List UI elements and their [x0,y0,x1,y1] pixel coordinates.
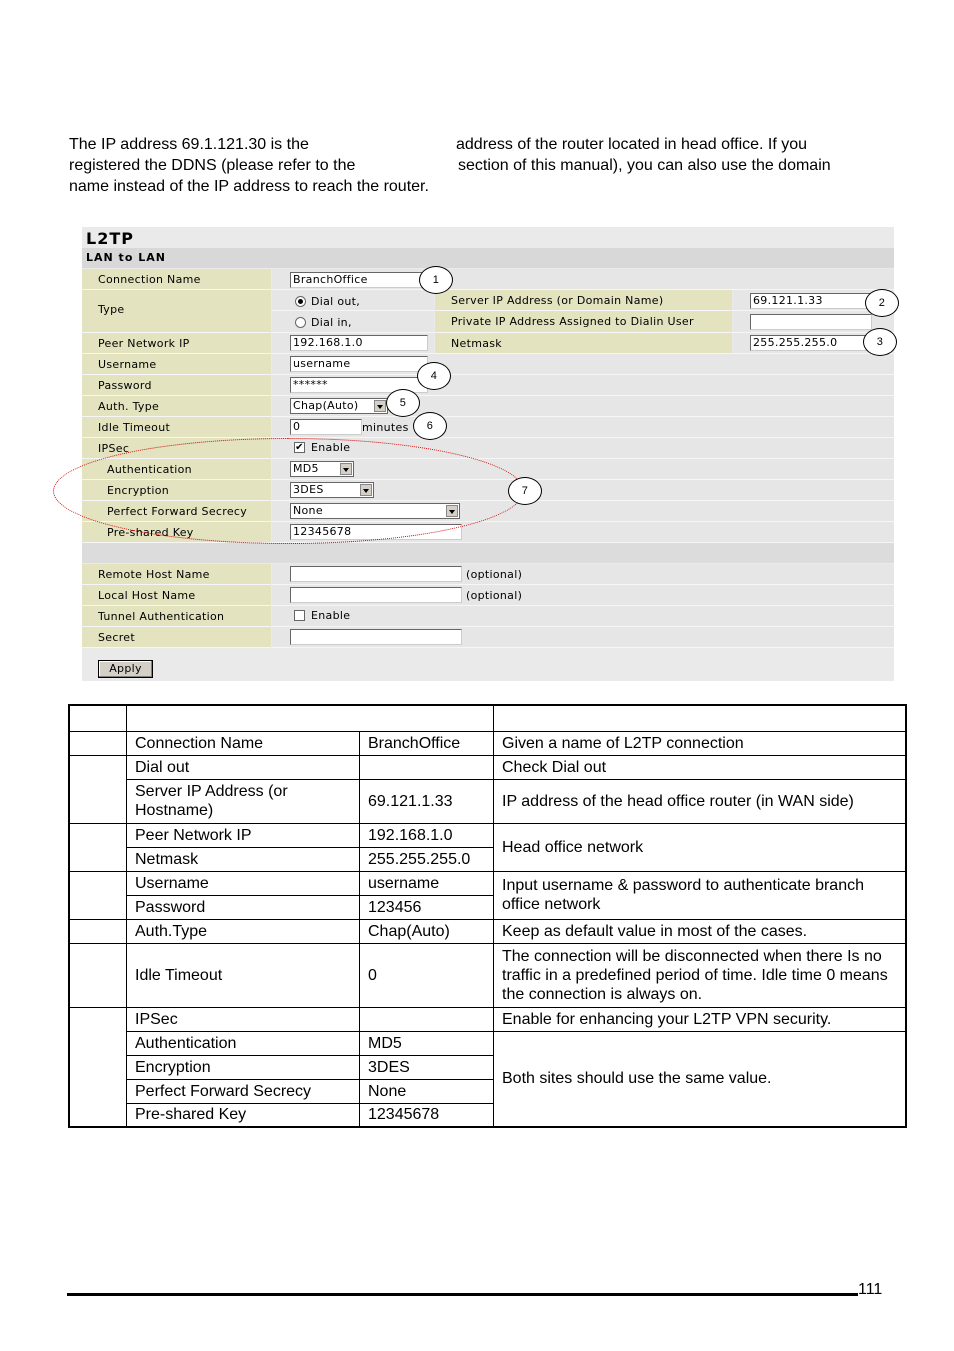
password-label: Password [98,379,152,392]
remote-host-label: Remote Host Name [98,568,210,581]
auth-type-label-cell [82,396,271,417]
table-number-cell [69,755,127,823]
table-row [69,823,906,847]
table-desc-cell: Given a name of L2TP connection [494,731,907,755]
table-item-cell: Netmask [127,847,360,871]
footer-rule [67,1293,858,1296]
table-header-row [69,705,906,731]
ipsec-enable-checkbox[interactable]: ✔ [295,442,304,453]
authentication-selected: MD5 [293,462,319,475]
dial-in-radio[interactable] [295,317,306,328]
type-label-cell [82,290,271,333]
table-row [69,755,906,779]
secret-label: Secret [98,631,135,644]
connection-name-label-cell [82,269,271,290]
table-desc-cell: The connection will be disconnected when there Is no traffic in a predefined period of time. Idle time 0 means the connection is always on. [494,943,907,1007]
callout-6: 6 [413,412,447,440]
panel-subtitle: LAN to LAN [86,251,166,264]
table-row [69,871,906,895]
peer-network-label: Peer Network IP [98,337,190,350]
peer-network-input[interactable]: 192.168.1.0 [290,335,428,351]
table-value-cell [360,1007,494,1031]
private-ip-label-cell [435,311,732,333]
psk-label: Pre-shared Key [107,526,194,539]
table-number-cell [69,943,127,1007]
idle-timeout-input[interactable]: 0 [290,419,362,435]
table-number-cell [69,731,127,755]
table-value-cell: None [360,1079,494,1103]
auth-type-select[interactable] [290,398,388,414]
ipsec-highlight-ellipse [53,438,524,544]
secret-input[interactable] [290,629,462,645]
server-ip-label-cell [435,290,732,311]
netmask-input[interactable]: 255.255.255.0 [750,335,872,351]
table-desc-cell: Enable for enhancing your L2TP VPN security. [494,1007,907,1031]
private-ip-label: Private IP Address Assigned to Dialin User [451,315,694,328]
ipsec-label: IPSec [98,442,130,455]
connection-name-input[interactable]: BranchOffice [290,272,426,288]
local-host-optional: (optional) [466,589,523,602]
pfs-label: Perfect Forward Secrecy [107,505,248,518]
username-label: Username [98,358,157,371]
intro-paragraph [69,134,885,197]
type-label: Type [98,303,125,316]
dial-out-label: Dial out, [311,295,361,308]
intro-line1-left: The IP address 69.1.121.30 is the [69,136,309,153]
page-number: 111 [858,1281,883,1298]
table-row [69,919,906,943]
chevron-down-icon [374,400,386,412]
table-item-cell: Perfect Forward Secrecy [127,1079,360,1103]
server-ip-label: Server IP Address (or Domain Name) [451,294,664,307]
table-value-cell: username [360,871,494,895]
table-value-cell: Chap(Auto) [360,919,494,943]
table-row [69,1031,906,1055]
minutes-unit: minutes [362,421,409,434]
dial-in-label: Dial in, [311,316,352,329]
table-item-cell: Server IP Address (or Hostname) [127,779,360,823]
idle-timeout-label-cell [82,417,271,438]
pfs-selected: None [293,504,323,517]
table-desc-cell: Check Dial out [494,755,907,779]
table-header-cell [127,705,494,731]
table-number-cell [69,919,127,943]
secret-label-cell [82,627,271,648]
netmask-label-cell [435,333,732,354]
apply-button[interactable]: Apply [98,660,153,678]
table-item-cell: Encryption [127,1055,360,1079]
authentication-label: Authentication [107,463,192,476]
callout-2: 2 [865,289,899,317]
table-value-cell: 192.168.1.0 [360,823,494,847]
table-value-cell: 255.255.255.0 [360,847,494,871]
callout-7: 7 [508,477,542,505]
table-item-cell: IPSec [127,1007,360,1031]
dial-out-radio[interactable] [295,296,306,307]
local-host-label-cell [82,585,271,606]
table-number-cell [69,1007,127,1127]
peer-network-label-cell [82,333,271,354]
panel-title: L2TP [86,229,134,248]
netmask-label: Netmask [451,337,502,350]
table-desc-cell: Keep as default value in most of the cases. [494,919,907,943]
table-value-cell: 123456 [360,895,494,919]
tunnel-auth-enable-label: Enable [311,609,351,622]
auth-type-selected: Chap(Auto) [293,399,359,412]
remote-host-optional: (optional) [466,568,523,581]
settings-table [68,704,907,1128]
intro-line2-right: section of this manual), you can also use the domain [458,157,831,174]
callout-4: 4 [417,362,451,390]
server-ip-input[interactable]: 69.121.1.33 [750,293,872,309]
local-host-label: Local Host Name [98,589,196,602]
password-label-cell [82,375,271,396]
tunnel-auth-value-cell [272,606,894,627]
section-header-row [82,248,894,268]
tunnel-auth-label-cell [82,606,271,627]
callout-5: 5 [386,389,420,417]
table-value-cell: MD5 [360,1031,494,1055]
username-label-cell [82,354,271,375]
l2tp-config-screenshot [82,227,894,681]
table-value-cell: 12345678 [360,1103,494,1127]
callout-3: 3 [863,328,897,356]
intro-line1-right: address of the router located in head office. If you [456,136,808,153]
intro-line3: name instead of the IP address to reach the router. [69,178,429,195]
private-ip-input[interactable] [750,314,872,330]
table-row [69,943,906,1007]
encryption-label: Encryption [107,484,170,497]
username-input[interactable]: username [290,356,428,372]
password-input[interactable]: ****** [290,377,428,393]
ipsec-enable-label: Enable [311,441,351,454]
table-item-cell: Auth.Type [127,919,360,943]
intro-line2-left: registered the DDNS (please refer to the [69,157,356,174]
table-desc-cell: Both sites should use the same value. [494,1031,907,1127]
remote-host-label-cell [82,564,271,585]
table-desc-cell: IP address of the head office router (in WAN side) [494,779,907,823]
table-value-cell: 3DES [360,1055,494,1079]
local-host-input[interactable] [290,587,462,603]
auth-type-label: Auth. Type [98,400,160,413]
remote-host-input[interactable] [290,566,462,582]
table-row [69,731,906,755]
table-value-cell: 69.121.1.33 [360,779,494,823]
callout-1: 1 [419,266,453,294]
table-item-cell: Dial out [127,755,360,779]
table-row [69,1007,906,1031]
connection-name-label: Connection Name [98,273,201,286]
table-value-cell [360,755,494,779]
table-item-cell: Password [127,895,360,919]
tunnel-auth-checkbox[interactable] [294,610,305,621]
table-item-cell: Authentication [127,1031,360,1055]
table-value-cell: 0 [360,943,494,1007]
table-header-cell [494,705,907,731]
table-item-cell: Idle Timeout [127,943,360,1007]
table-header-cell [69,705,127,731]
table-item-cell: Pre-shared Key [127,1103,360,1127]
table-desc-cell: Input username & password to authenticate branch office network [494,871,907,919]
table-item-cell: Username [127,871,360,895]
separator-row [82,543,894,563]
table-item-cell: Connection Name [127,731,360,755]
encryption-selected: 3DES [293,483,324,496]
table-item-cell: Peer Network IP [127,823,360,847]
table-row [69,779,906,823]
table-number-cell [69,871,127,919]
table-desc-cell: Head office network [494,823,907,871]
table-value-cell: BranchOffice [360,731,494,755]
tunnel-auth-label: Tunnel Authentication [98,610,225,623]
idle-timeout-label: Idle Timeout [98,421,171,434]
table-number-cell [69,823,127,871]
psk-input[interactable]: 12345678 [290,524,462,540]
